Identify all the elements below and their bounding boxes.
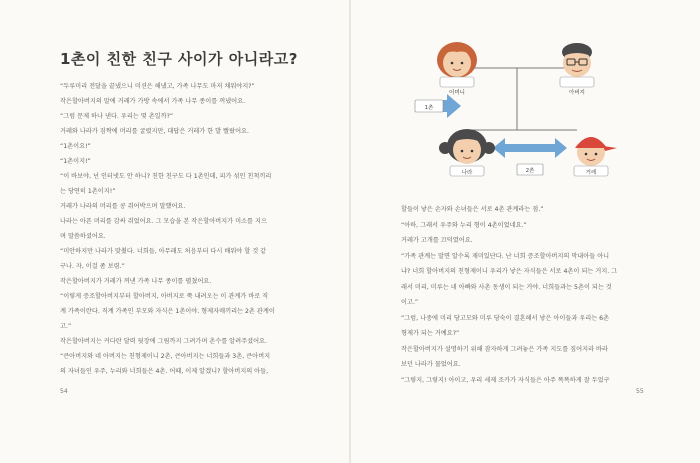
text-line: “이 바보야, 넌 인터넷도 안 하니? 친한 친구도 다 1촌인데, 피가 섞인 친척끼리 — [60, 173, 272, 180]
page-number-right: 55 — [636, 388, 644, 395]
text-line: 형제가 되는 거예요?” — [401, 330, 460, 337]
text-line: 거레와 나라가 짐짝에 머리를 굴렸지만, 대답은 거레가 한 발 빨랐어요. — [60, 128, 249, 135]
left-page — [0, 0, 349, 463]
text-line: 냐? 너희 할아버지의 친형제이니 우리가 낳은 자식들은 서로 4촌이 되는 거지. 그 — [401, 268, 618, 275]
mother-label: 어머니 — [449, 90, 465, 96]
text-line: 작은할아버지가 설명하기 위해 잠자하게 그려놓은 가족 지도를 짚어지라 바라 — [401, 345, 609, 353]
text-line: “1촌이요!” — [60, 143, 91, 150]
gere-label: 거레 — [585, 170, 597, 176]
text-line: “큰아버지와 네 아버지는 친형제이니 2촌, 큰아버지는 너희들과 3촌, 큰아버지 — [60, 353, 271, 360]
text-line: “두루미리 전달을 끝냈으니 미션은 해냈고, 가족 나무도 마저 채워야지?” — [60, 83, 255, 90]
text-line: “1촌이지!” — [60, 158, 91, 165]
page-title: 1촌이 친한 친구 사이가 아니라고? — [60, 50, 298, 68]
text-line: 거레가 고개를 끄덕였어요. — [401, 237, 473, 244]
two-chon-label: 2촌 — [525, 168, 535, 174]
father-avatar — [560, 43, 594, 87]
text-line: 의 자녀들인 우주, 누리와 너희들은 4촌. 어때, 이제 알겠니? 할아버지의 아들, — [60, 368, 269, 375]
text-line: “미안하지만 나라가 맞췄다. 너희들, 아무래도 처음부터 다시 배워야 할 것 같 — [60, 248, 267, 255]
text-line: 고.” — [60, 323, 72, 330]
text-line: “이렇게 증조할아버지부터 할아버지, 아버지로 쭉 내려오는 이 관계가 바로 직 — [60, 293, 269, 300]
text-line: 거레가 나라의 머리를 콩 쥐어박으며 말했어요. — [60, 203, 186, 210]
nara-label: 나라 — [461, 170, 473, 176]
text-line: 작은할아버지가 거레가 꺼낸 가족 나무 종이를 펼쳤어요. — [60, 278, 212, 285]
text-line: 래서 미리, 미루는 네 아빠와 사촌 동생이 되는 거야. 너희들과는 5촌이 되는 것 — [401, 283, 612, 291]
mother-avatar — [437, 42, 477, 87]
text-line: 보던 나라가 물었어요. — [401, 361, 461, 368]
text-line: “그럼, 나중에 미리 당고모와 미루 당숙이 결혼해서 낳은 아이들과 우리는 6촌 — [401, 314, 610, 322]
text-line: 며 말씀하셨어요. — [60, 233, 106, 240]
text-line: 구나. 자, 이걸 좀 보렴.” — [60, 263, 125, 270]
page-number-left: 54 — [60, 388, 68, 395]
text-line: “그럼 문제 하나 낸다. 우리는 몇 촌일까?” — [60, 113, 174, 120]
text-line: 이고.” — [401, 299, 419, 306]
father-label: 아버지 — [569, 90, 585, 96]
text-line: 계 가족이란다. 직계 가족인 부모와 자식은 1촌이야. 형제자매끼리는 2촌 관계이 — [60, 308, 275, 315]
text-line: “아하, 그래서 우주와 누리 형이 4촌이었네요.” — [401, 221, 527, 229]
one-chon-label: 1촌 — [424, 105, 434, 111]
text-line: 작은할아버지는 커다란 달력 뒷장에 그림까지 그려가며 촌수를 알려주셨어요. — [60, 338, 268, 345]
text-line: 나라는 아픈 머리를 감싸 쥐었어요. 그 모습을 본 작은할아버지가 미소를 지으 — [60, 218, 267, 225]
text-line: 는 당연히 1촌이지!” — [60, 188, 116, 195]
text-line: “가족 관계는 말면 알수록 재미있단다. 난 너희 증조할아버지의 막내아들 아니 — [401, 252, 610, 260]
text-line: 작은할아버지의 말에 거레가 가방 속에서 가족 나무 종이를 꺼냈어요. — [60, 98, 246, 105]
book-spine — [349, 0, 351, 463]
text-line: 할들이 낳은 손자와 손녀들은 서로 4촌 관계라는 점.” — [401, 206, 544, 213]
text-line: “그렇지, 그렇지! 아이고, 우리 세제 조카가 자식들은 아주 똑똑하게 잘 두었구 — [401, 376, 610, 384]
